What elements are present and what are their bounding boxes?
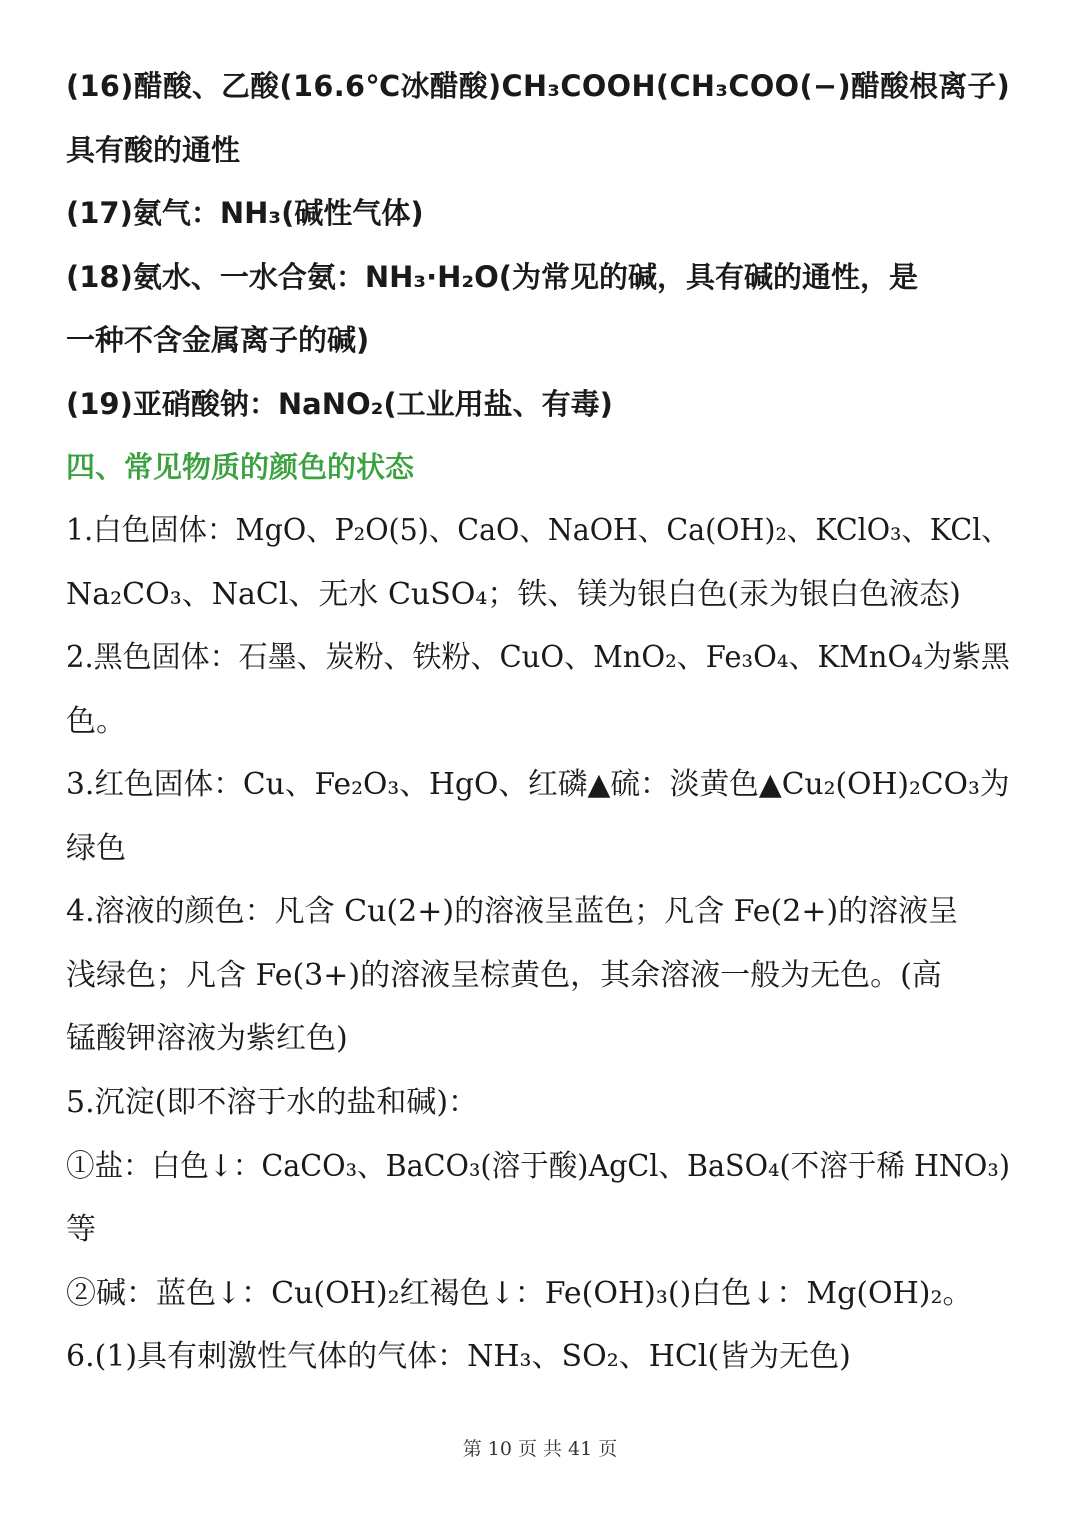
page-footer: 第 10 页 共 41 页 [462, 1438, 618, 1460]
text-line-salt-precipitates: ①盐：白色↓：CaCO₃、BaCO₃(溶于酸)AgCl、BaSO₄(不溶于稀 HNO₃) [66, 1149, 1010, 1184]
text-line-18-cont: 一种不含金属离子的碱) [66, 323, 370, 357]
text-line-white-solids: 1.白色固体：MgO、P₂O(5)、CaO、NaOH、Ca(OH)₂、KClO₃、KCl、 [66, 513, 1010, 548]
text-line-white-solids-cont: Na₂CO₃、NaCl、无水 CuSO₄；铁、镁为银白色(汞为银白色液态) [66, 577, 961, 612]
text-line-19-sodium-nitrite: (19)亚硝酸钠：NaNO₂(工业用盐、有毒) [66, 387, 613, 421]
section-heading-colors-states: 四、常见物质的颜色的状态 [66, 450, 415, 484]
text-line-18-ammonia-water: (18)氨水、一水合氨：NH₃·H₂O(为常见的碱，具有碱的通性，是 [66, 260, 919, 294]
text-line-salt-precipitates-cont: 等 [66, 1212, 96, 1247]
text-line-black-solids-cont: 色。 [66, 704, 126, 739]
text-line-precipitates: 5.沉淀(即不溶于水的盐和碱)： [66, 1085, 479, 1120]
text-line-pungent-gases: 6.(1)具有刺激性气体的气体：NH₃、SO₂、HCl(皆为无色) [66, 1339, 851, 1374]
text-line-solution-colors-cont: 浅绿色；凡含 Fe(3+)的溶液呈棕黄色，其余溶液一般为无色。(高 [66, 958, 942, 993]
text-line-base-precipitates: ②碱：蓝色↓：Cu(OH)₂红褐色↓：Fe(OH)₃()白色↓：Mg(OH)₂。 [66, 1276, 973, 1311]
text-line-16-acetic-acid: (16)醋酸、乙酸(16.6℃冰醋酸)CH₃COOH(CH₃COO(−)醋酸根离子) [66, 69, 1011, 103]
text-line-black-solids: 2.黑色固体：石墨、炭粉、铁粉、CuO、MnO₂、Fe₃O₄、KMnO₄为紫黑 [66, 640, 1010, 675]
text-line-solution-colors: 4.溶液的颜色：凡含 Cu(2+)的溶液呈蓝色；凡含 Fe(2+)的溶液呈 [66, 894, 959, 929]
text-line-16-cont: 具有酸的通性 [66, 133, 241, 167]
text-line-red-solids: 3.红色固体：Cu、Fe₂O₃、HgO、红磷▲硫：淡黄色▲Cu₂(OH)₂CO₃为 [66, 767, 1010, 802]
text-line-red-solids-cont: 绿色 [66, 831, 126, 866]
text-line-17-ammonia: (17)氨气：NH₃(碱性气体) [66, 196, 424, 230]
text-line-solution-colors-cont2: 锰酸钾溶液为紫红色) [66, 1021, 348, 1056]
